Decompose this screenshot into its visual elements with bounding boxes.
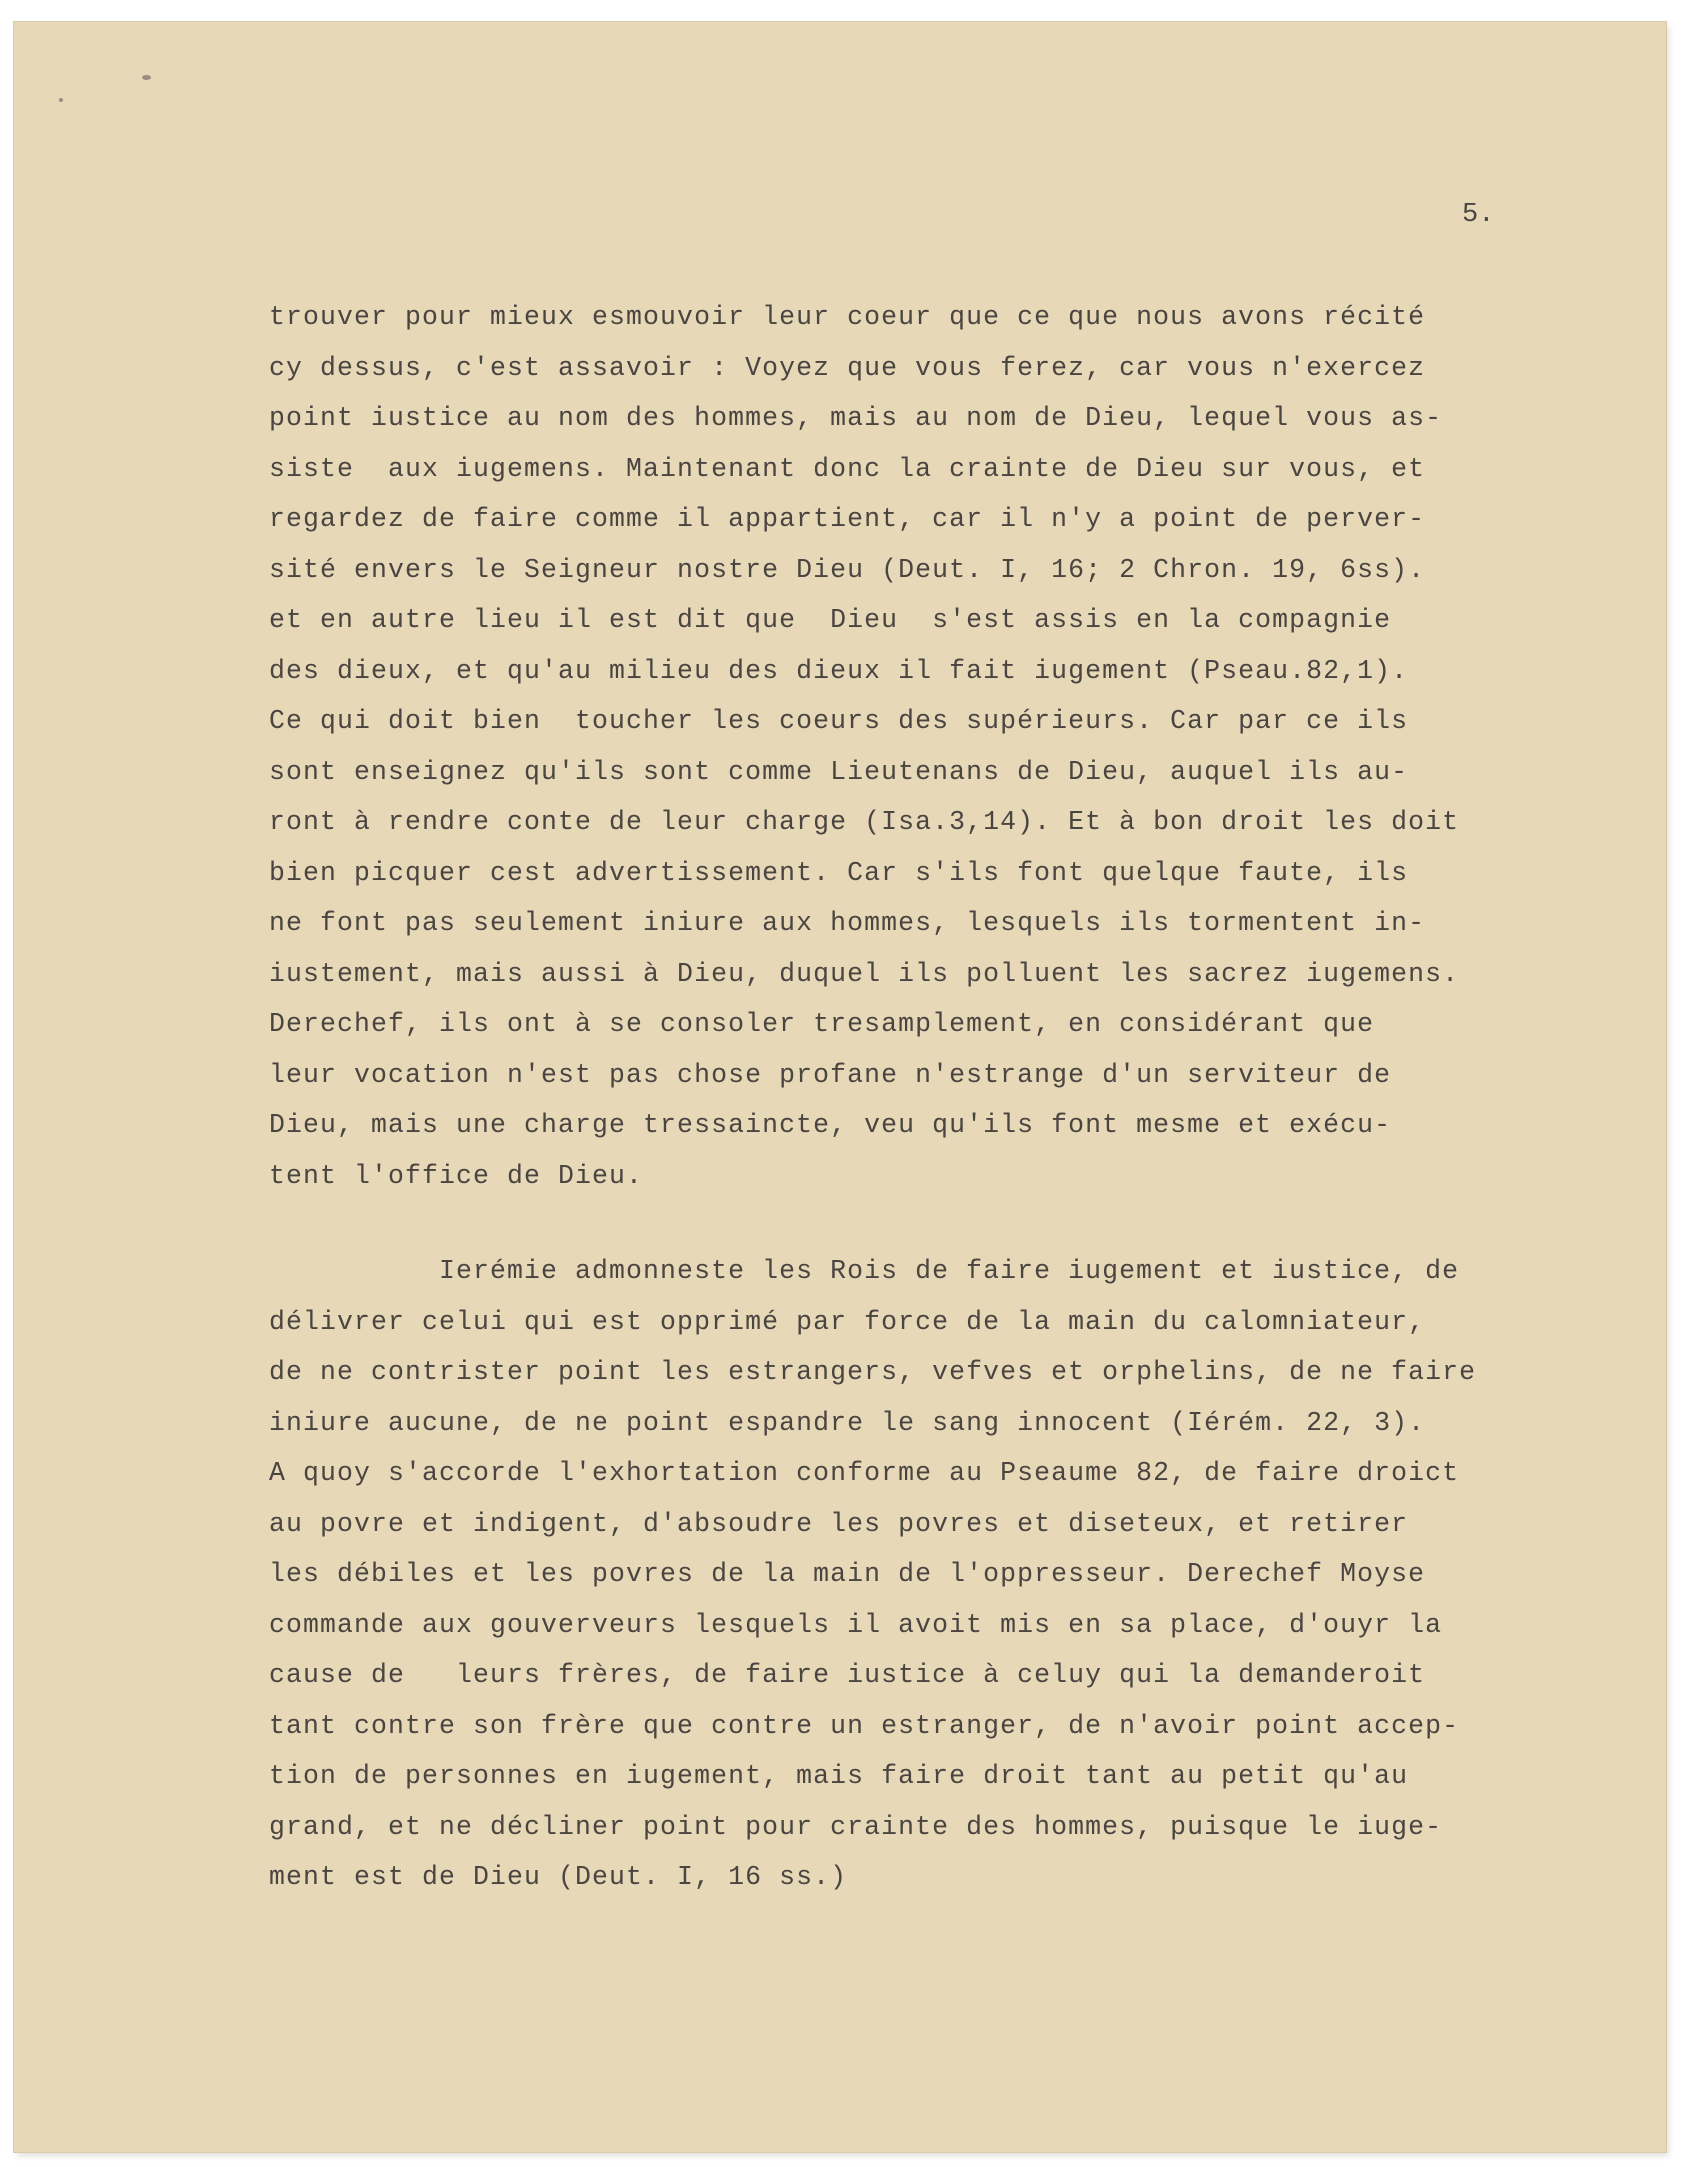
text-line: des dieux, et qu'au milieu des dieux il fait iugement (Pseau.82,1).: [269, 655, 1409, 686]
text-line: Derechef, ils ont à se consoler tresamplement, en considérant que: [269, 1009, 1375, 1039]
text-line: ne font pas seulement iniure aux hommes, lesquels ils tormentent in-: [269, 908, 1426, 938]
text-line: au povre et indigent, d'absoudre les povres et diseteux, et retirer: [269, 1508, 1409, 1539]
paper-speck: [142, 75, 151, 80]
text-line: cy dessus, c'est assavoir : Voyez que vous ferez, car vous n'exercez: [269, 352, 1426, 383]
text-line: regardez de faire comme il appartient, car il n'y a point de perver-: [269, 504, 1426, 534]
text-line: siste aux iugemens. Maintenant donc la crainte de Dieu sur vous, et: [269, 453, 1426, 484]
text-line: Ce qui doit bien toucher les coeurs des supérieurs. Car par ce ils: [269, 706, 1409, 736]
text-line: de ne contrister point les estrangers, vefves et orphelins, de ne faire: [269, 1357, 1477, 1387]
text-line: cause de leurs frères, de faire iustice à celuy qui la demanderoit: [269, 1660, 1426, 1690]
text-line: leur vocation n'est pas chose profane n'estrange d'un serviteur de: [269, 1059, 1392, 1090]
paragraph-2: [269, 1246, 1476, 1903]
text-line: sont enseignez qu'ils sont comme Lieutenans de Dieu, auquel ils au-: [269, 756, 1409, 787]
text-line: tent l'office de Dieu.: [269, 1160, 644, 1191]
text-line: Ierémie admonneste les Rois de faire iugement et iustice, de: [269, 1256, 1460, 1286]
text-line: trouver pour mieux esmouvoir leur coeur que ce que nous avons récité: [269, 302, 1426, 332]
text-line: bien picquer cest advertissement. Car s'ils font quelque faute, ils: [269, 857, 1409, 888]
text-line: et en autre lieu il est dit que Dieu s'est assis en la compagnie: [269, 605, 1392, 635]
text-line: Dieu, mais une charge tressaincte, veu qu'ils font mesme et exécu-: [269, 1110, 1392, 1140]
text-line: grand, et ne décliner point pour crainte des hommes, puisque le iuge-: [269, 1811, 1443, 1842]
text-line: tion de personnes en iugement, mais faire droit tant au petit qu'au: [269, 1761, 1409, 1791]
text-line: point iustice au nom des hommes, mais au nom de Dieu, lequel vous as-: [269, 403, 1443, 433]
text-line: délivrer celui qui est opprimé par force de la main du calomniateur,: [269, 1306, 1426, 1337]
text-line: les débiles et les povres de la main de l'oppresseur. Derechef Moyse: [269, 1559, 1426, 1589]
text-line: iniure aucune, de ne point espandre le sang innocent (Iérém. 22, 3).: [269, 1407, 1426, 1438]
text-line: commande aux gouverveurs lesquels il avoit mis en sa place, d'ouyr la: [269, 1609, 1443, 1640]
text-line: ront à rendre conte de leur charge (Isa.3,14). Et à bon droit les doit: [269, 807, 1460, 837]
text-line: A quoy s'accorde l'exhortation conforme au Pseaume 82, de faire droict: [269, 1458, 1460, 1488]
paper-speck: [59, 98, 63, 102]
paragraph-1: [269, 292, 1459, 1201]
text-line: iustement, mais aussi à Dieu, duquel ils polluent les sacrez iugemens.: [269, 958, 1460, 989]
typewritten-page: [14, 22, 1666, 2152]
text-line: sité envers le Seigneur nostre Dieu (Deut. I, 16; 2 Chron. 19, 6ss).: [269, 554, 1426, 585]
text-line: tant contre son frère que contre un estranger, de n'avoir point accep-: [269, 1710, 1460, 1741]
page-number: 5.: [1462, 200, 1495, 230]
text-line: ment est de Dieu (Deut. I, 16 ss.): [269, 1862, 848, 1892]
